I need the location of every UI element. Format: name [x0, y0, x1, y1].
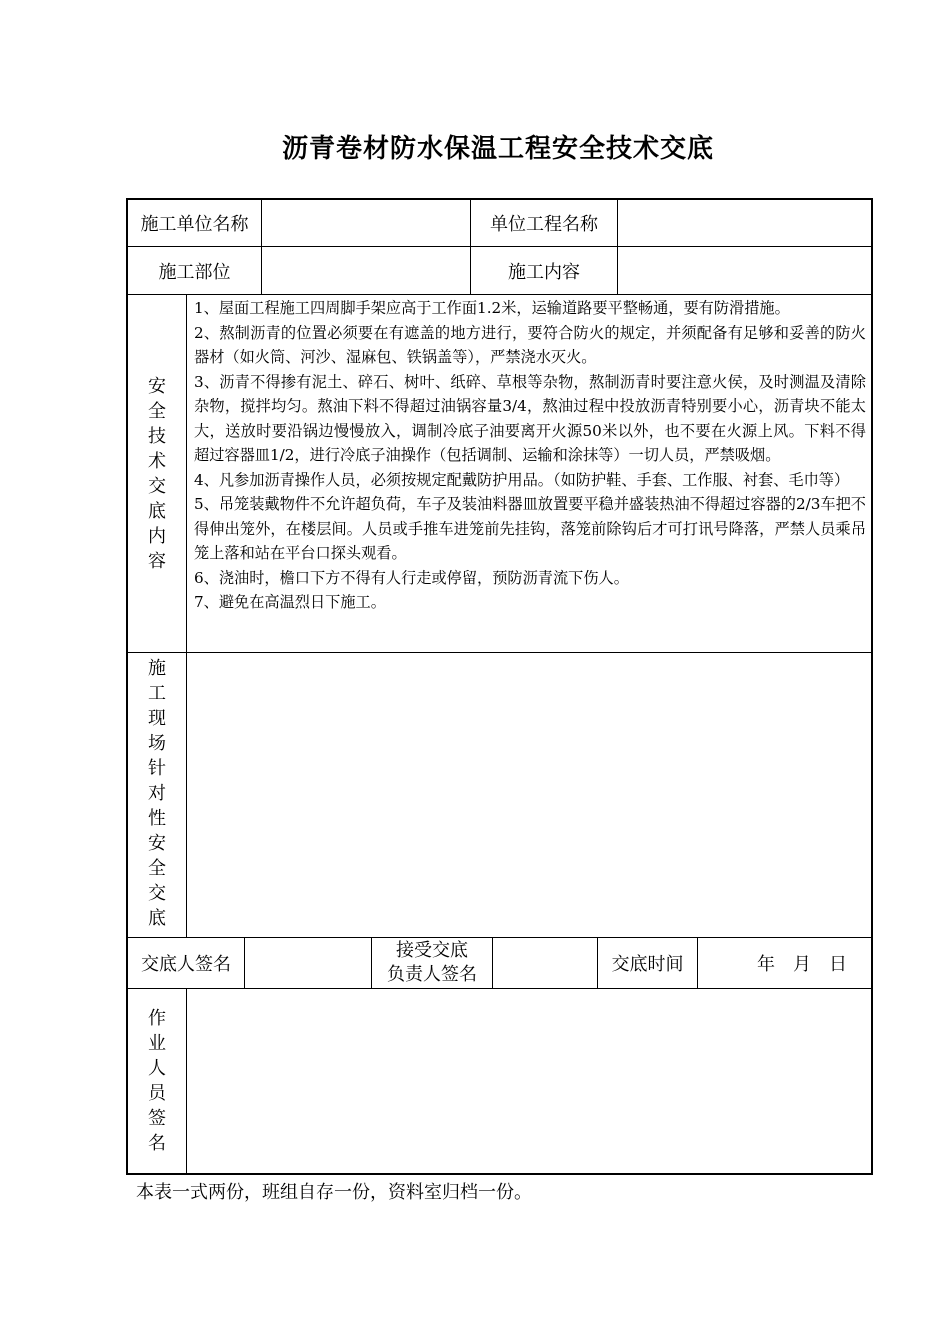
site-section-field[interactable] — [187, 653, 871, 937]
safety-item: 1、屋面工程施工四周脚手架应高于工作面1.2米，运输道路要平整畅通，要有防滑措施。 — [194, 299, 790, 317]
label-char: 全 — [148, 400, 166, 422]
label-char: 针 — [148, 758, 166, 779]
site-section-label — [128, 656, 186, 937]
workers-signature-field[interactable] — [187, 989, 871, 1173]
label-char: 内 — [148, 525, 166, 547]
row-divider — [127, 294, 872, 295]
receiver-label-line2: 负责人签名 — [387, 964, 477, 985]
time-field[interactable]: 年 月 日 — [757, 954, 847, 975]
label-char: 安 — [148, 375, 166, 397]
label-char: 全 — [148, 858, 166, 879]
safety-section-label — [128, 295, 186, 652]
unit-name-label: 施工单位名称 — [140, 214, 249, 235]
safety-item: 7、避免在高温烈日下施工。 — [194, 593, 386, 611]
label-char: 交 — [148, 883, 166, 904]
unit-name-field[interactable] — [262, 200, 470, 246]
label-char: 场 — [148, 733, 166, 754]
label-char: 名 — [148, 1133, 166, 1154]
project-name-label: 单位工程名称 — [490, 214, 598, 235]
label-char: 技 — [148, 425, 166, 447]
label-char: 对 — [148, 783, 166, 804]
location-label: 施工部位 — [158, 261, 231, 283]
label-char: 作 — [148, 1008, 166, 1029]
safety-content — [194, 296, 866, 615]
project-name-field[interactable] — [618, 200, 871, 246]
footer-note: 本表一式两份，班组自存一份，资料室归档一份。 — [136, 1182, 532, 1203]
label-char: 人 — [148, 1058, 166, 1079]
receiver-label-line1: 接受交底 — [396, 940, 468, 961]
time-label: 交底时间 — [611, 954, 684, 975]
issuer-signature-field[interactable] — [245, 938, 371, 988]
safety-item: 5、吊笼装戴物件不允许超负荷，车子及装油料器皿放置要平稳并盛装热油不得超过容器的2/3车把不得伸出笼外，在楼层间。人员或手推车进笼前先挂钩，落笼前除钩后才可打讯号降落，严禁人员乘吊笼上落和站在平台口探头观看。 — [194, 495, 866, 562]
label-char: 交 — [148, 475, 166, 497]
label-char: 业 — [148, 1033, 166, 1054]
label-char: 性 — [148, 808, 166, 829]
content-label: 施工内容 — [508, 261, 580, 283]
label-char: 工 — [148, 683, 166, 704]
label-char: 安 — [148, 833, 166, 854]
label-char: 员 — [148, 1083, 166, 1104]
location-field[interactable] — [262, 247, 470, 294]
safety-item: 2、熬制沥青的位置必须要在有遮盖的地方进行，要符合防火的规定，并须配备有足够和妥善的防火器材（如火筒、河沙、湿麻包、铁锅盖等），严禁浇水灭火。 — [194, 323, 866, 366]
receiver-label — [372, 938, 492, 988]
label-char: 底 — [148, 500, 166, 522]
safety-item: 6、浇油时，檐口下方不得有人行走或停留，预防沥青流下伤人。 — [194, 568, 629, 587]
label-char: 施 — [148, 658, 166, 679]
workers-section-label — [128, 1006, 186, 1166]
safety-item: 3、沥青不得掺有泥土、碎石、树叶、纸碎、草根等杂物，熬制沥青时要注意火侯，及时测温及清除杂物，搅拌均匀。熬油下料不得超过油锅容量3/4，熬油过程中投放沥青特别要小心，沥青块不能太大，送放时要沿锅边慢慢放入，调制冷底子油要离开火源50米以外，也不要在火源上风。下料不得超过容器皿1/2，进行冷底子油操作（包括调制、运输和涂抹等）一切人员，严禁吸烟。 — [194, 372, 866, 464]
label-char: 容 — [148, 550, 166, 572]
document-title: 沥青卷材防水保温工程安全技术交底 — [281, 134, 714, 164]
label-char: 签 — [148, 1108, 166, 1129]
safety-item: 4、凡参加沥青操作人员，必须按规定配戴防护用品。（如防护鞋、手套、工作服、衬套、毛巾等） — [194, 470, 850, 489]
content-field[interactable] — [618, 247, 871, 294]
issuer-label: 交底人签名 — [141, 954, 231, 975]
receiver-signature-field[interactable] — [493, 938, 597, 988]
label-char: 现 — [148, 708, 166, 729]
label-char: 术 — [148, 450, 166, 472]
label-char: 底 — [148, 908, 166, 929]
